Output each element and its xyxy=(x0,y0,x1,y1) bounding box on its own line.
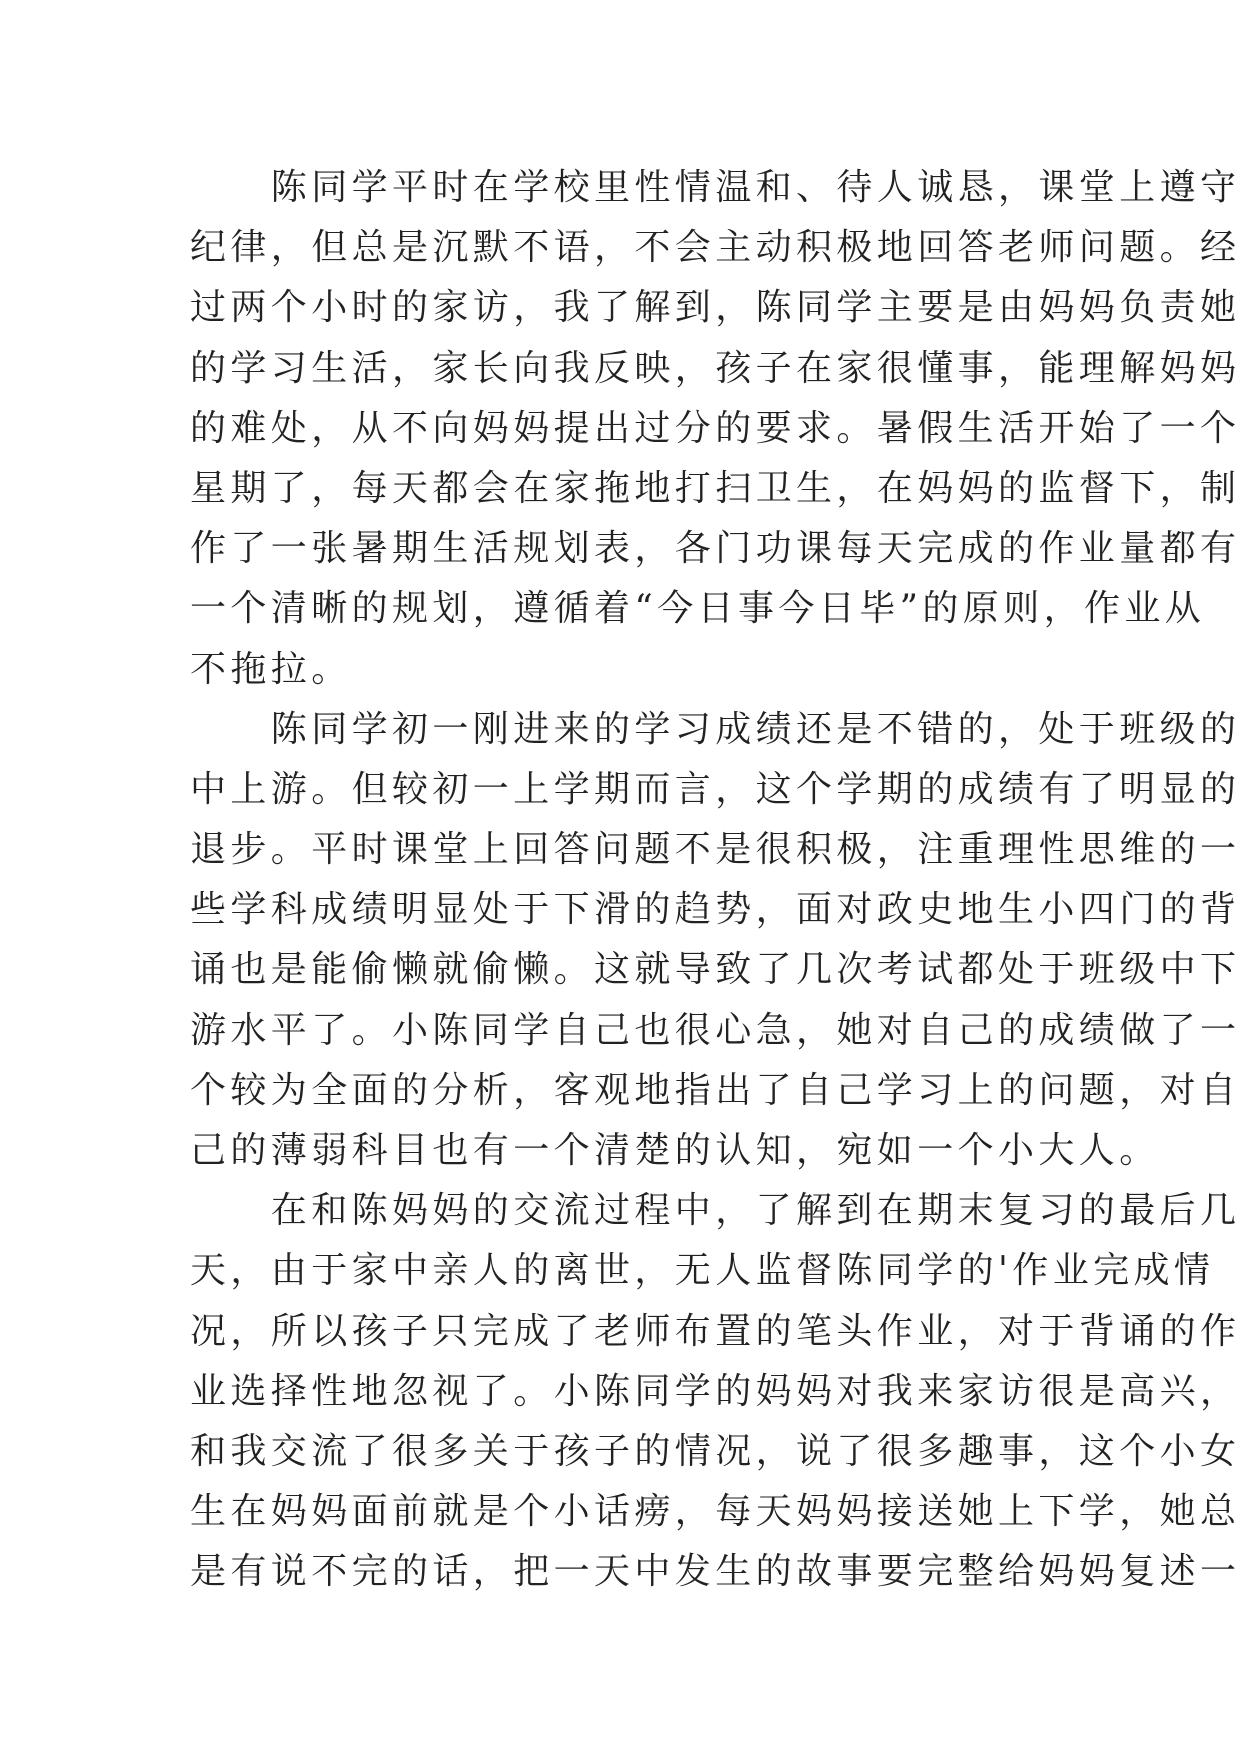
text-line: 和我交流了很多关于孩子的情况，说了很多趣事，这个小女 xyxy=(190,1430,1241,1472)
text-line: 过两个小时的家访，我了解到，陈同学主要是由妈妈负责她 xyxy=(190,287,1241,329)
text-line: 星期了，每天都会在家拖地打扫卫生，在妈妈的监督下，制 xyxy=(190,467,1241,509)
text-line: 天，由于家中亲人的离世，无人监督陈同学的'作业完成情 xyxy=(190,1250,1215,1292)
text-line: 生在妈妈面前就是个小话痨，每天妈妈接送她上下学，她总 xyxy=(190,1491,1241,1533)
text-line: 作了一张暑期生活规划表，各门功课每天完成的作业量都有 xyxy=(190,528,1241,570)
text-line: 陈同学初一刚进来的学习成绩还是不错的，处于班级的 xyxy=(190,708,1241,750)
text-line: 业选择性地忽视了。小陈同学的妈妈对我来家访很是高兴， xyxy=(190,1370,1241,1412)
text-line: 纪律，但总是沉默不语，不会主动积极地回答老师问题。经 xyxy=(190,227,1241,269)
text-line: 中上游。但较初一上学期而言，这个学期的成绩有了明显的 xyxy=(190,768,1241,810)
text-line: 己的薄弱科目也有一个清楚的认知，宛如一个小大人。 xyxy=(190,1130,1160,1171)
text-line: 的学习生活，家长向我反映，孩子在家很懂事，能理解妈妈 xyxy=(190,347,1241,389)
text-line: 是有说不完的话，把一天中发生的故事要完整给妈妈复述一 xyxy=(190,1551,1241,1593)
text-line: 游水平了。小陈同学自己也很心急，她对自己的成绩做了一 xyxy=(190,1009,1241,1051)
text-line: 诵也是能偷懒就偷懒。这就导致了几次考试都处于班级中下 xyxy=(190,949,1241,991)
text-line: 况，所以孩子只完成了老师布置的笔头作业，对于背诵的作 xyxy=(190,1310,1241,1352)
text-line: 不拖拉。 xyxy=(190,648,352,690)
text-line: 些学科成绩明显处于下滑的趋势，面对政史地生小四门的背 xyxy=(190,889,1241,931)
text-line: 在和陈妈妈的交流过程中，了解到在期末复习的最后几 xyxy=(190,1190,1241,1232)
text-line: 一个清晰的规划，遵循着“今日事今日毕”的原则，作业从 xyxy=(190,588,1206,630)
text-line: 陈同学平时在学校里性情温和、待人诚恳，课堂上遵守 xyxy=(190,167,1241,208)
text-line: 退步。平时课堂上回答问题不是很积极，注重理性思维的一 xyxy=(190,829,1241,871)
text-line: 个较为全面的分析，客观地指出了自己学习上的问题，对自 xyxy=(190,1069,1241,1111)
body-text xyxy=(190,158,1241,1603)
text-line: 的难处，从不向妈妈提出过分的要求。暑假生活开始了一个 xyxy=(190,407,1241,449)
